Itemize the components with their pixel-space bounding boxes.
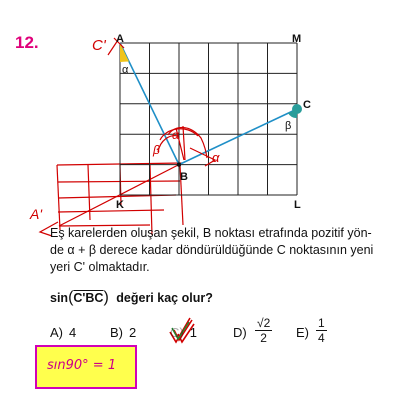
option-e-label: E) [296,325,309,340]
ask-function: sin [50,291,69,305]
question-body [50,225,390,276]
handwritten-a-prime: A' [30,206,43,222]
option-d-fraction [255,316,272,345]
option-c-label: C) [170,325,184,340]
option-e-numerator: 1 [318,316,325,330]
handwritten-c-prime: C' [92,37,106,54]
question-body-line2: de α + β derece kadar döndürüldüğünde C noktasının yeni [50,243,374,257]
handwritten-note [35,345,137,389]
option-d-label: D) [233,325,247,340]
option-d[interactable] [233,325,253,340]
question-ask: sin(C'BC) değeri kaç olur? [50,289,213,306]
option-e-fraction [316,316,327,345]
option-c-value: 1 [189,325,197,340]
option-c[interactable] [170,325,197,340]
option-a-label: A) [50,325,63,340]
option-b-label: B) [110,325,123,340]
option-b-value: 2 [129,325,137,340]
question-number: 12. [15,33,39,52]
ask-rest: değeri kaç olur? [116,291,213,305]
handwritten-note-text: sın90° = 1 [47,358,117,373]
handwritten-alpha-near-b: α [172,128,179,142]
point-m-label: M [292,33,302,45]
point-b-marker [177,162,181,166]
beta-label: β [285,120,292,132]
option-a-value: 4 [69,325,77,340]
handwritten-beta: β [153,143,160,157]
question-body-line3: yeri C' olmaktadır. [50,260,150,274]
option-b[interactable] [110,325,136,340]
point-l-label: L [294,199,301,211]
question-body-line1: Eş karelerden oluşan şekil, B noktası etrafında pozitif yön- [50,226,372,240]
point-k-label: K [116,199,124,211]
handwritten-alpha-right: α [212,150,220,165]
ask-angle: C'BC [73,291,104,305]
point-c-marker [292,104,302,114]
square-grid [120,43,297,195]
point-c-label: C [303,99,311,111]
option-e[interactable] [296,325,315,340]
alpha-label: α [122,64,129,76]
option-d-numerator: √2 [257,316,271,330]
point-a-label: A [116,33,124,45]
option-e-denominator: 4 [318,331,325,345]
option-d-denominator: 2 [260,331,267,345]
option-a[interactable] [50,325,76,340]
point-b-label: B [180,171,188,183]
